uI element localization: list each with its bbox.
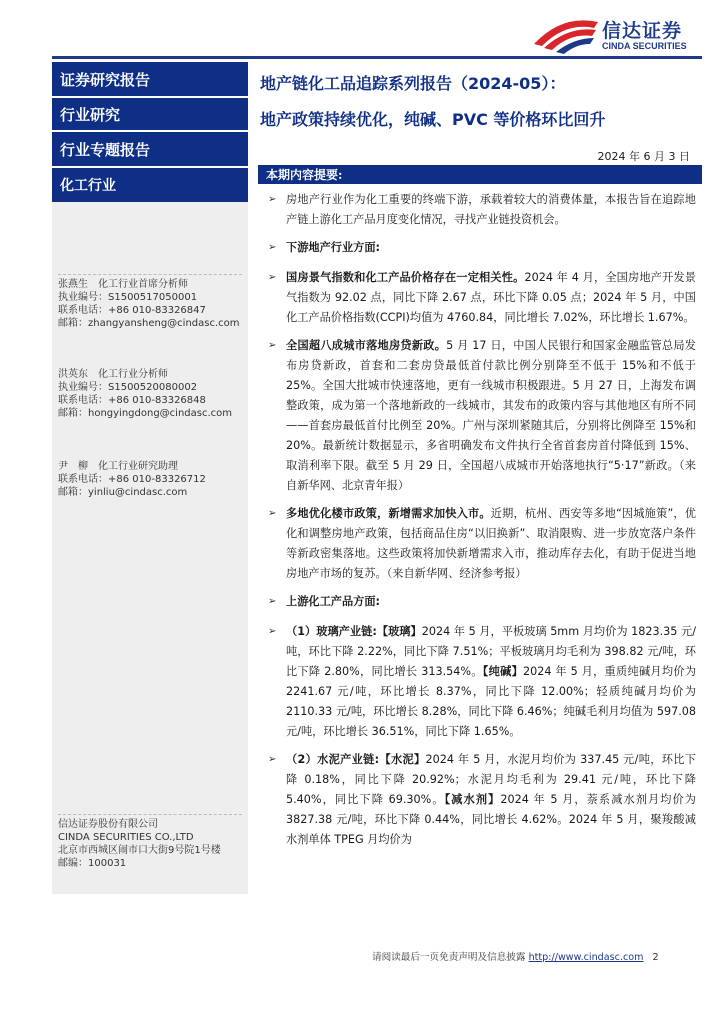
- paragraph-text: 2024 年 5 月，平板玻璃 5mm 月均价为 1823.35 元/吨，环比下降 2.22%，同比下降 7.51%；平板玻璃月均毛利为 398.82 元/吨，环比下降 2.80%，同比增长 313.54%。: [286, 625, 696, 678]
- report-date: 2024 年 6 月 3 日: [597, 150, 690, 163]
- analyst-name: 张燕生 化工行业首席分析师: [58, 279, 188, 290]
- summary-header: 本期内容提要:: [258, 165, 702, 184]
- product-tag: 【纯碱】: [482, 665, 524, 678]
- paragraph-lead: 多地优化楼市政策，新增需求加快入市。: [286, 507, 491, 520]
- paragraph-text: 近期，杭州、西安等多地“因城施策”，优化和调整房地产政策，包括商品住房“以旧换新”、取消限购、进一步放宽落户条件等新政密集落地。这些政策将加快新增需求入市，推动库存去化，有助于促进当地房地产市场的复苏。（来自新华网、经济参考报）: [286, 507, 696, 580]
- cinda-logo: [528, 14, 708, 54]
- bullet-paragraph: [268, 268, 696, 328]
- bullet-paragraph: [268, 190, 696, 230]
- analyst-phone: 联系电话：+86 010-83326712: [58, 474, 206, 485]
- analyst-email[interactable]: 邮箱：yinliu@cindasc.com: [58, 487, 188, 498]
- analyst-card: [58, 460, 206, 499]
- header-rule: [52, 56, 702, 59]
- analyst-email[interactable]: 邮箱：hongyingdong@cindasc.com: [58, 408, 233, 419]
- arrow-bullet-icon: ➢: [268, 194, 277, 205]
- analyst-card: [58, 278, 240, 330]
- disclaimer-notice: 请阅读最后一页免责声明及信息披露: [372, 952, 526, 963]
- bullet-paragraph: [268, 504, 696, 584]
- report-body: [268, 190, 696, 858]
- arrow-bullet-icon: ➢: [268, 626, 277, 637]
- arrow-bullet-icon: ➢: [268, 754, 277, 765]
- arrow-bullet-icon: ➢: [268, 508, 277, 519]
- website-link[interactable]: http://www.cindasc.com: [528, 952, 644, 963]
- heading-text: 上游化工产品方面:: [286, 595, 380, 608]
- analyst-name: 尹 柳 化工行业研究助理: [58, 461, 178, 472]
- company-info: [58, 818, 221, 870]
- brand-name-cn: 信达证券: [602, 20, 683, 42]
- paragraph-text: 2024 年 4 月，全国房地产开发景气指数为 92.02 点，同比下降 2.67 点，环比下降 0.05 点；2024 年 5 月，中国化工产品价格指数(CCPI)均值为 4760.84，同比增长 7.02%，环比增长 1.67%。: [286, 271, 696, 324]
- industry-label: 化工行业: [52, 168, 248, 202]
- brand-name-en: CINDA SECURITIES: [602, 41, 687, 51]
- product-tag: 【水泥】: [379, 753, 426, 766]
- product-tag: 【玻璃】: [376, 625, 422, 638]
- analyst-cert: 执业编号：S1500517050001: [58, 292, 198, 303]
- research-type-label: 行业研究: [52, 98, 248, 130]
- bullet-paragraph: [268, 750, 696, 850]
- section-heading: [268, 592, 696, 612]
- arrow-bullet-icon: ➢: [268, 272, 277, 283]
- report-kind-label: 行业专题报告: [52, 132, 248, 166]
- paragraph-text: 2024 年 5 月，萘系减水剂月均价为 3827.38 元/吨，环比下降 0.44%，同比增长 4.62%。2024 年 5 月，聚羧酸减水剂单体 TPEG 月均价为: [286, 793, 696, 846]
- bullet-paragraph: [268, 622, 696, 742]
- paragraph-text: 5 月 17 日，中国人民银行和国家金融监管总局发布房贷新政，首套和二套房贷最低首付款比例分别降至不低于 15%和不低于 25%。全国大批城市快速落地，更有一线城市积极跟进。5 月 27 日，上海发布调整政策，成为第一个落地新政的一线城市，其发布的政策内容与其他地区有所不同——首套房最低首付比例至 20%。广州与深圳紧随其后，分别将比例降至 15%和 20%。最新统计数据显示，多省明确发布文件执行全省首套房首付降低到 15%、取消利率下限。截至 5 月 29 日，全国超八成城市开始落地执行“5·17”新政。（来自新华网、北京青年报）: [286, 339, 696, 492]
- arrow-bullet-icon: ➢: [268, 242, 277, 253]
- paragraph-text: 2024 年 5 月，重质纯碱月均价为 2241.67 元/吨，环比增长 8.37%，同比下降 12.00%；轻质纯碱月均价为 2110.33 元/吨，环比增长 8.28%，同比下降 6.46%；纯碱毛利月均值为 597.08 元/吨，环比增长 36.51%，同比下降 1.65%。: [286, 665, 697, 738]
- page-number: 2: [652, 952, 659, 963]
- analyst-email[interactable]: 邮箱：zhangyansheng@cindasc.com: [58, 318, 240, 329]
- company-name-en: CINDA SECURITIES CO.,LTD: [58, 832, 194, 843]
- company-address: 北京市西城区闹市口大街9号院1号楼: [58, 845, 221, 856]
- sidebar: [52, 62, 248, 894]
- analyst-phone: 联系电话：+86 010-83326847: [58, 305, 206, 316]
- page-subtitle: 地产政策持续优化，纯碱、PVC 等价格环比回升: [260, 110, 606, 129]
- analyst-phone: 联系电话：+86 010-83326848: [58, 395, 206, 406]
- bullet-paragraph: [268, 336, 696, 496]
- arrow-bullet-icon: ➢: [268, 340, 277, 351]
- paragraph-text: 2024 年 5 月，水泥月均价为 337.45 元/吨，环比下降 0.18%，同比下降 20.92%；水泥月均毛利为 29.41 元/吨，环比下降 5.40%，同比下降 69.30%。: [286, 753, 696, 806]
- paragraph-lead: （2）水泥产业链:: [286, 753, 380, 766]
- page-title: 地产链化工品追踪系列报告（2024-05）：: [260, 74, 566, 93]
- cinda-logo-icon: [528, 14, 600, 54]
- report-type-label: 证券研究报告: [52, 62, 248, 96]
- analyst-card: [58, 368, 232, 420]
- paragraph-lead: 全国超八成城市落地房贷新政。: [286, 339, 447, 352]
- paragraph-lead: （1）玻璃产业链:: [286, 625, 377, 638]
- sidebar-divider: [58, 274, 242, 275]
- heading-text: 下游地产行业方面:: [286, 241, 380, 254]
- analyst-name: 洪英东 化工行业分析师: [58, 369, 168, 380]
- sidebar-divider: [58, 814, 242, 815]
- analyst-cert: 执业编号：S1500520080002: [58, 382, 198, 393]
- paragraph-text: 房地产行业作为化工重要的终端下游，承载着较大的消费体量，本报告旨在追踪地产链上游化工产品月度变化情况，寻找产业链投资机会。: [286, 193, 696, 226]
- company-name-cn: 信达证券股份有限公司: [58, 819, 158, 830]
- arrow-bullet-icon: ➢: [268, 596, 277, 607]
- page-footer: [372, 949, 659, 963]
- section-heading: [268, 238, 696, 258]
- company-postcode: 邮编：100031: [58, 858, 127, 869]
- paragraph-lead: 国房景气指数和化工产品价格存在一定相关性。: [286, 271, 525, 284]
- product-tag: 【减水剂】: [444, 793, 501, 806]
